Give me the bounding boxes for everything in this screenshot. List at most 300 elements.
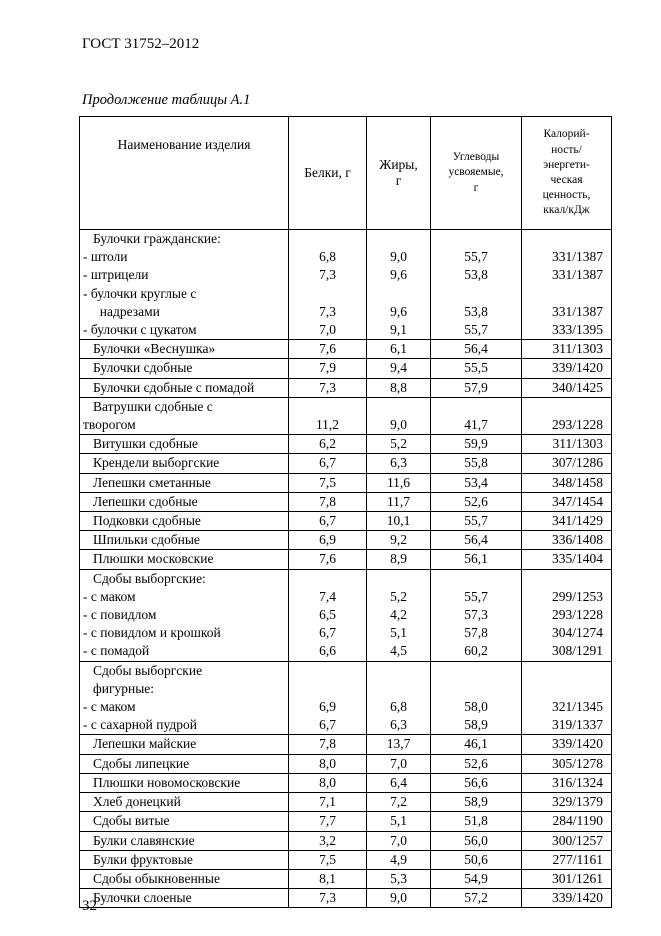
item-value: 300/1257 [551,832,603,848]
item-value: 56,4 [464,341,488,357]
item-value: 9,4 [390,360,407,376]
item-name: фигурные: [93,680,155,696]
cell-energy [522,492,612,511]
cell-protein [289,812,367,831]
item-value [367,662,430,680]
item-value: 7,5 [319,474,336,490]
item-value: 8,1 [319,870,336,886]
cell-name [80,340,289,359]
cell-protein [289,435,367,454]
item-value: 5,2 [390,588,407,604]
item-value: 329/1379 [551,794,603,810]
item-value: 7,4 [319,588,336,604]
item-value: 57,2 [464,890,488,906]
col-header-protein: Белки, г [289,117,367,230]
item-name: Плюшки новомосковские [93,774,241,790]
table-caption: Продолжение таблицы А.1 [82,92,251,108]
cell-carb [431,812,522,831]
cell-protein [289,850,367,869]
item-value: 304/1274 [551,625,603,641]
cell-name [80,793,289,812]
item-value: 4,9 [390,851,407,867]
cell-name [80,831,289,850]
item-name: - с маком [83,699,136,715]
cell-protein [289,397,367,434]
item-name: Шпильки сдобные [93,532,200,548]
cell-name [80,454,289,473]
item-name: Подковки сдобные [93,513,201,529]
table-row [80,454,612,473]
cell-energy [522,812,612,831]
item-value: 57,3 [464,607,488,623]
cell-carb [431,735,522,754]
cell-name [80,550,289,569]
item-value [522,230,603,248]
cell-protein [289,831,367,850]
cell-name [80,869,289,888]
cell-fat [367,735,431,754]
item-value: 339/1420 [551,736,603,752]
item-value: 8,0 [319,755,336,771]
item-value [431,570,521,588]
item-name: Плюшки московские [93,551,214,567]
item-value: 53,4 [464,474,488,490]
item-value: 9,1 [390,322,407,338]
item-value: 50,6 [464,851,488,867]
cell-protein [289,889,367,908]
cell-carb [431,793,522,812]
cell-carb [431,492,522,511]
item-value: 58,0 [464,699,488,715]
item-value [289,570,366,588]
item-value [522,570,603,588]
cell-energy [522,869,612,888]
item-value: 8,9 [390,551,407,567]
item-value [522,398,603,416]
cell-name [80,812,289,831]
table-row [80,773,612,792]
item-value: 56,0 [464,832,488,848]
cell-fat [367,550,431,569]
item-value: 55,7 [464,513,488,529]
cell-fat [367,230,431,340]
item-value: 336/1408 [551,532,603,548]
cell-energy [522,831,612,850]
item-value: 53,8 [464,267,488,283]
item-value: 284/1190 [552,813,603,829]
cell-protein [289,340,367,359]
cell-energy [522,340,612,359]
cell-name [80,435,289,454]
item-value [431,680,521,698]
cell-energy [522,569,612,661]
item-value: 7,6 [319,551,336,567]
item-value: 9,0 [390,417,407,433]
item-value [289,285,366,303]
item-value: 347/1454 [551,493,603,509]
item-value: 9,0 [390,890,407,906]
item-value: 56,1 [464,551,488,567]
item-value: 7,7 [319,813,336,829]
cell-carb [431,512,522,531]
item-name: Сдобы обыкновенные [93,870,220,886]
table-row [80,359,612,378]
item-value: 57,9 [464,379,488,395]
item-value: 11,2 [315,417,340,433]
table-header-row [80,117,612,230]
item-value: 7,3 [319,267,336,283]
item-value: 54,9 [464,870,488,886]
cell-name [80,397,289,434]
cell-protein [289,512,367,531]
item-value: 57,8 [464,625,488,641]
item-value: 333/1395 [551,322,603,338]
item-value: 6,2 [319,436,336,452]
col-header-name: Наименование изделия [80,117,289,230]
item-value: 9,6 [390,267,407,283]
item-name: Сдобы витые [93,813,170,829]
col-header-energy-line: энергети- [543,158,590,171]
item-name: - штрицели [83,267,149,283]
item-name: Крендели выборгские [93,455,220,471]
item-value: 4,5 [390,643,407,659]
item-value: 55,7 [464,249,488,265]
cell-name [80,512,289,531]
cell-fat [367,793,431,812]
col-header-fat-line: г [395,173,402,188]
col-header-fat [367,117,431,230]
item-value [431,230,521,248]
cell-carb [431,397,522,434]
cell-energy [522,473,612,492]
item-value [522,285,603,303]
cell-protein [289,454,367,473]
cell-carb [431,889,522,908]
cell-carb [431,435,522,454]
item-value: 293/1228 [551,417,603,433]
cell-name [80,492,289,511]
item-value: 277/1161 [552,851,603,867]
table-row [80,550,612,569]
item-value: 55,7 [464,588,488,604]
item-value [367,398,430,416]
item-name: - с повидлом [83,607,157,623]
cell-protein [289,754,367,773]
cell-fat [367,397,431,434]
item-value: 6,7 [319,625,336,641]
item-value: 7,0 [319,322,336,338]
cell-name [80,889,289,908]
cell-protein [289,869,367,888]
item-value [522,680,603,698]
cell-energy [522,550,612,569]
cell-protein [289,531,367,550]
item-value: 331/1387 [551,249,603,265]
cell-protein [289,793,367,812]
item-name: Булочки слоеные [93,890,192,906]
col-header-carb [431,117,522,230]
cell-energy [522,435,612,454]
item-value: 5,1 [390,813,407,829]
item-value: 6,4 [390,774,407,790]
cell-energy [522,773,612,792]
item-value: 7,5 [319,851,336,867]
item-value: 331/1387 [551,267,603,283]
cell-carb [431,754,522,773]
item-value: 7,6 [319,341,336,357]
table-row [80,812,612,831]
cell-carb [431,773,522,792]
cell-fat [367,773,431,792]
cell-energy [522,454,612,473]
item-value: 53,8 [464,303,488,319]
cell-fat [367,754,431,773]
item-value: 52,6 [464,755,488,771]
item-value: 7,9 [319,360,336,376]
item-value: 58,9 [464,717,488,733]
cell-fat [367,359,431,378]
col-header-energy-line: ккал/кДж [543,204,590,217]
cell-fat [367,812,431,831]
item-value: 11,7 [386,493,411,509]
col-header-carb-line: Углеводы [452,151,500,164]
cell-protein [289,473,367,492]
cell-energy [522,850,612,869]
table-row [80,397,612,434]
item-value: 7,1 [319,794,336,810]
item-value: 9,0 [390,249,407,265]
item-value: 4,2 [390,607,407,623]
item-value: 13,7 [386,736,411,752]
cell-protein [289,661,367,735]
table-row [80,569,612,661]
cell-carb [431,569,522,661]
cell-name [80,531,289,550]
cell-fat [367,831,431,850]
item-name: Булочки гражданские: [93,231,221,246]
item-name: Булочки «Веснушка» [93,341,216,357]
item-value: 6,3 [390,717,407,733]
cell-carb [431,850,522,869]
item-value: 8,8 [390,379,407,395]
item-name: Булки фруктовые [93,851,193,867]
item-value: 6,7 [319,513,336,529]
table-row [80,230,612,340]
item-value: 299/1253 [551,588,603,604]
item-value: 348/1458 [551,474,603,490]
item-value: 5,2 [390,436,407,452]
item-value: 335/1404 [551,551,603,567]
cell-energy [522,359,612,378]
cell-energy [522,378,612,397]
item-value: 6,9 [319,699,336,715]
table-row [80,435,612,454]
item-name: - с повидлом и крошкой [83,625,221,641]
page-number: 32 [82,898,97,914]
col-header-carb-line: г [473,181,479,194]
item-value: 7,3 [319,303,336,319]
item-value: 6,7 [319,455,336,471]
cell-carb [431,550,522,569]
item-value: 311/1303 [552,436,603,452]
item-value: 331/1387 [551,303,603,319]
cell-fat [367,492,431,511]
cell-name [80,735,289,754]
cell-energy [522,512,612,531]
cell-carb [431,869,522,888]
table-body [80,230,612,908]
item-value: 6,9 [319,532,336,548]
item-value: 56,6 [464,774,488,790]
cell-name [80,230,289,340]
item-name: Булочки сдобные [93,360,193,376]
cell-protein [289,773,367,792]
cell-fat [367,378,431,397]
cell-protein [289,735,367,754]
cell-energy [522,889,612,908]
cell-carb [431,531,522,550]
cell-name [80,473,289,492]
item-value: 8,0 [319,774,336,790]
item-name: Лепешки сдобные [93,493,198,509]
col-header-fat-line: Жиры, [379,156,418,172]
item-value: 293/1228 [551,607,603,623]
item-value: 305/1278 [551,755,603,771]
item-value [289,662,366,680]
item-value [289,680,366,698]
item-value: 321/1345 [551,699,603,715]
item-name: - с помадой [83,643,150,659]
item-value: 308/1291 [551,643,603,659]
item-value: 5,3 [390,870,407,886]
cell-fat [367,569,431,661]
item-name: надрезами [93,303,160,319]
item-value: 6,8 [390,699,407,715]
cell-carb [431,661,522,735]
item-value: 55,7 [464,322,488,338]
table-row [80,340,612,359]
cell-name [80,569,289,661]
item-value: 11,6 [386,474,411,490]
item-name: - булочки с цукатом [83,322,197,338]
cell-fat [367,850,431,869]
cell-carb [431,359,522,378]
item-value: 339/1420 [551,360,603,376]
col-header-energy [522,117,612,230]
item-value [367,285,430,303]
item-value: 6,6 [319,643,336,659]
item-value [367,230,430,248]
col-header-energy-line: ценность, [542,189,591,202]
item-value: 7,3 [319,890,336,906]
item-value: 58,9 [464,794,488,810]
item-value: 59,9 [464,436,488,452]
item-value: 6,1 [390,341,407,357]
item-value: 52,6 [464,493,488,509]
item-value: 41,7 [464,417,488,433]
item-name: - штоли [83,249,128,265]
item-value: 6,5 [319,607,336,623]
col-header-energy-line: ческая [550,174,583,186]
item-value: 5,1 [390,625,407,641]
cell-energy [522,230,612,340]
cell-energy [522,754,612,773]
cell-name [80,773,289,792]
item-name: Булки славянские [93,832,195,848]
table-row [80,735,612,754]
cell-carb [431,831,522,850]
cell-fat [367,512,431,531]
cell-protein [289,359,367,378]
item-value: 6,3 [390,455,407,471]
item-value: 7,2 [390,794,407,810]
cell-carb [431,473,522,492]
nutrition-table [79,116,612,908]
cell-carb [431,454,522,473]
item-value: 339/1420 [551,890,603,906]
item-value: 340/1425 [551,379,603,395]
item-name: Лепешки майские [93,736,197,752]
item-value: 307/1286 [551,455,603,471]
cell-fat [367,889,431,908]
cell-energy [522,531,612,550]
item-name: Хлеб донецкий [93,794,181,810]
table-row [80,661,612,735]
cell-energy [522,735,612,754]
item-value [431,285,521,303]
item-name: - с маком [83,588,136,604]
cell-fat [367,473,431,492]
item-value: 3,2 [319,832,336,848]
item-value [367,680,430,698]
item-value [431,398,521,416]
cell-carb [431,230,522,340]
cell-protein [289,230,367,340]
cell-carb [431,378,522,397]
item-name: Лепешки сметанные [93,474,211,490]
item-name: творогом [83,417,136,433]
item-value: 6,7 [319,717,336,733]
table-row [80,831,612,850]
item-value: 56,4 [464,532,488,548]
item-value: 6,8 [319,249,336,265]
cell-protein [289,569,367,661]
item-value [289,230,366,248]
table-row [80,869,612,888]
table-row [80,754,612,773]
item-value: 60,2 [464,643,488,659]
item-value [289,398,366,416]
item-name: Ватрушки сдобные с [93,398,213,414]
item-value: 311/1303 [552,341,603,357]
item-value: 10,1 [386,513,411,529]
cell-protein [289,378,367,397]
table-row [80,473,612,492]
item-name: Сдобы выборгские [93,662,203,678]
cell-fat [367,435,431,454]
document-header: ГОСТ 31752–2012 [82,36,200,52]
item-value: 46,1 [464,736,488,752]
item-value: 316/1324 [551,774,603,790]
table-row [80,378,612,397]
item-value: 9,6 [390,303,407,319]
item-value: 9,2 [390,532,407,548]
cell-fat [367,454,431,473]
item-value: 301/1261 [551,870,603,886]
cell-energy [522,661,612,735]
cell-fat [367,661,431,735]
item-name: Сдобы липецкие [93,755,190,771]
